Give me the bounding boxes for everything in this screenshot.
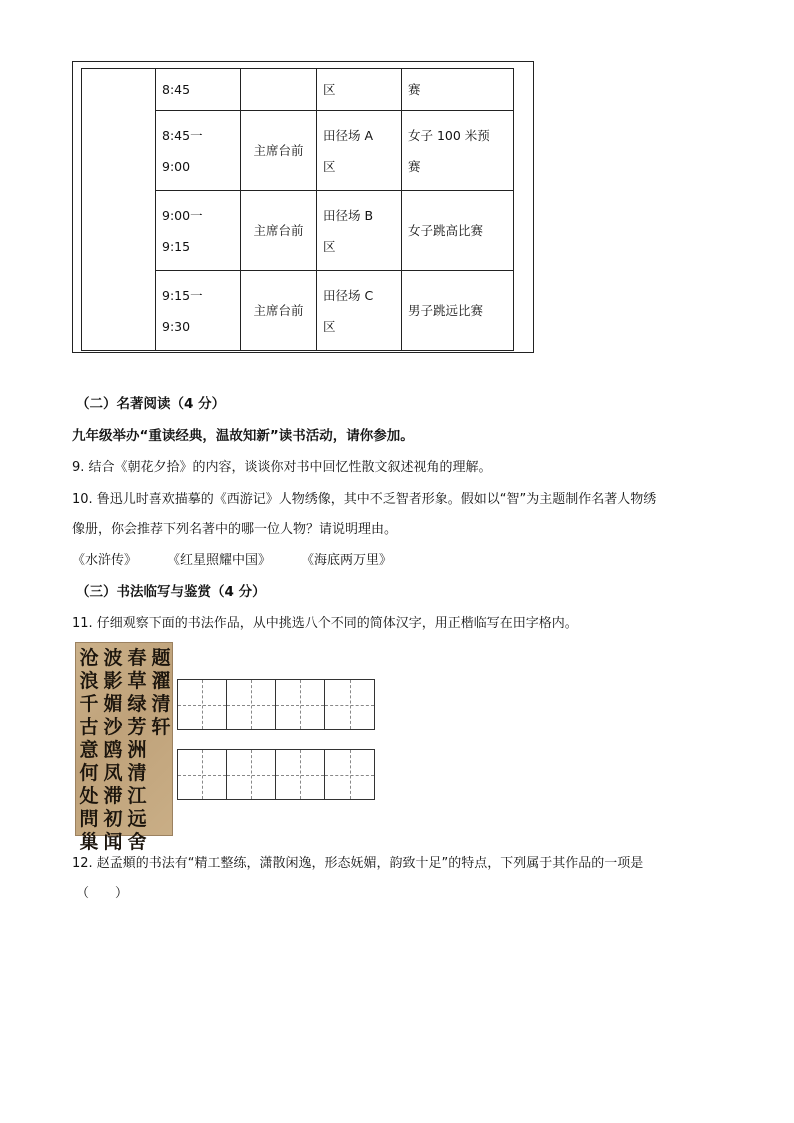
place-cell: 主席台前 xyxy=(241,111,317,191)
calligraphy-character: 题 xyxy=(151,647,171,669)
schedule-table xyxy=(81,68,514,351)
calligraphy-character: 波 xyxy=(103,647,123,669)
calligraphy-character: 江 xyxy=(127,785,147,807)
venue-cell: 田径场 A 区 xyxy=(317,111,402,191)
venue-cell: 田径场 B 区 xyxy=(317,191,402,271)
calligraphy-character: 媚 xyxy=(103,693,123,715)
calligraphy-character: 芳 xyxy=(127,716,147,738)
place-cell: 主席台前 xyxy=(241,191,317,271)
section2-intro: 九年级举办“重读经典，温故知新”读书活动，请你参加。 xyxy=(72,428,414,444)
calligraphy-character: 沧 xyxy=(79,647,99,669)
question-12-line1: 12. 赵孟頫的书法有“精工整练，潇散闲逸，形态妩媚，韵致十足”的特点，下列属于其作品的一项是 xyxy=(72,856,644,871)
calligraphy-character: 千 xyxy=(79,693,99,715)
event-cell: 女子跳高比赛 xyxy=(402,191,514,271)
book-options xyxy=(72,549,422,568)
tianzi-cell[interactable] xyxy=(178,680,227,729)
book-option: 《海底两万里》 xyxy=(301,553,393,568)
calligraphy-character: 問 xyxy=(79,808,99,830)
calligraphy-character: 春 xyxy=(127,647,147,669)
calligraphy-character: 舍 xyxy=(127,831,147,853)
time-cell: 8:45 xyxy=(156,69,241,111)
calligraphy-character: 清 xyxy=(127,762,147,784)
tianzi-cell[interactable] xyxy=(325,680,374,729)
event-cell: 赛 xyxy=(402,69,514,111)
calligraphy-column xyxy=(78,647,100,854)
tianzi-grid-row-2[interactable] xyxy=(177,749,375,800)
time-cell: 8:45一 9:00 xyxy=(156,111,241,191)
calligraphy-character: 洲 xyxy=(127,739,147,761)
book-option: 《红星照耀中国》 xyxy=(167,553,272,568)
question-10-line2: 像册，你会推荐下列名著中的哪一位人物？请说明理由。 xyxy=(72,522,398,537)
section3-heading: （三）书法临写与鉴赏（4 分） xyxy=(76,584,266,600)
calligraphy-character: 滞 xyxy=(103,785,123,807)
merged-first-cell xyxy=(82,69,156,351)
question-12-answer-blank: （ ） xyxy=(76,886,129,901)
section2-heading: （二）名著阅读（4 分） xyxy=(76,396,226,412)
tianzi-cell[interactable] xyxy=(227,750,276,799)
tianzi-cell[interactable] xyxy=(227,680,276,729)
calligraphy-character: 濯 xyxy=(151,670,171,692)
calligraphy-character: 巢 xyxy=(79,831,99,853)
calligraphy-character: 鸥 xyxy=(103,739,123,761)
calligraphy-character: 绿 xyxy=(127,693,147,715)
event-cell: 女子 100 米预 赛 xyxy=(402,111,514,191)
question-11: 11. 仔细观察下面的书法作品，从中挑选八个不同的简体汉字，用正楷临写在田字格内。 xyxy=(72,616,578,631)
calligraphy-character: 古 xyxy=(79,716,99,738)
calligraphy-character: 远 xyxy=(127,808,147,830)
tianzi-cell[interactable] xyxy=(276,750,325,799)
calligraphy-character: 意 xyxy=(79,739,99,761)
event-cell: 男子跳远比赛 xyxy=(402,271,514,351)
schedule-table-frame xyxy=(72,61,534,353)
tianzi-cell[interactable] xyxy=(325,750,374,799)
tianzi-cell[interactable] xyxy=(178,750,227,799)
calligraphy-column xyxy=(102,647,124,854)
calligraphy-character: 清 xyxy=(151,693,171,715)
venue-cell: 田径场 C 区 xyxy=(317,271,402,351)
table-row xyxy=(82,69,514,111)
calligraphy-image xyxy=(75,642,173,853)
calligraphy-character: 草 xyxy=(127,670,147,692)
time-cell: 9:15一 9:30 xyxy=(156,271,241,351)
calligraphy-column xyxy=(150,647,172,739)
tianzi-cell[interactable] xyxy=(276,680,325,729)
tianzi-grid-row-1[interactable] xyxy=(177,679,375,730)
calligraphy-character: 沙 xyxy=(103,716,123,738)
calligraphy-character: 轩 xyxy=(151,716,171,738)
time-cell: 9:00一 9:15 xyxy=(156,191,241,271)
calligraphy-character: 浪 xyxy=(79,670,99,692)
calligraphy-character: 闻 xyxy=(103,831,123,853)
question-9: 9. 结合《朝花夕拾》的内容，谈谈你对书中回忆性散文叙述视角的理解。 xyxy=(72,460,492,475)
place-cell: 主席台前 xyxy=(241,271,317,351)
calligraphy-character: 处 xyxy=(79,785,99,807)
venue-cell: 区 xyxy=(317,69,402,111)
question-10-line1: 10. 鲁迅儿时喜欢描摹的《西游记》人物绣像，其中不乏智者形象。假如以“智”为主题制作名著人物绣 xyxy=(72,492,657,507)
calligraphy-column xyxy=(126,647,148,854)
calligraphy-character: 初 xyxy=(103,808,123,830)
calligraphy-character: 影 xyxy=(103,670,123,692)
book-option: 《水浒传》 xyxy=(72,553,138,568)
place-cell xyxy=(241,69,317,111)
calligraphy-character: 凤 xyxy=(103,762,123,784)
calligraphy-character: 何 xyxy=(79,762,99,784)
